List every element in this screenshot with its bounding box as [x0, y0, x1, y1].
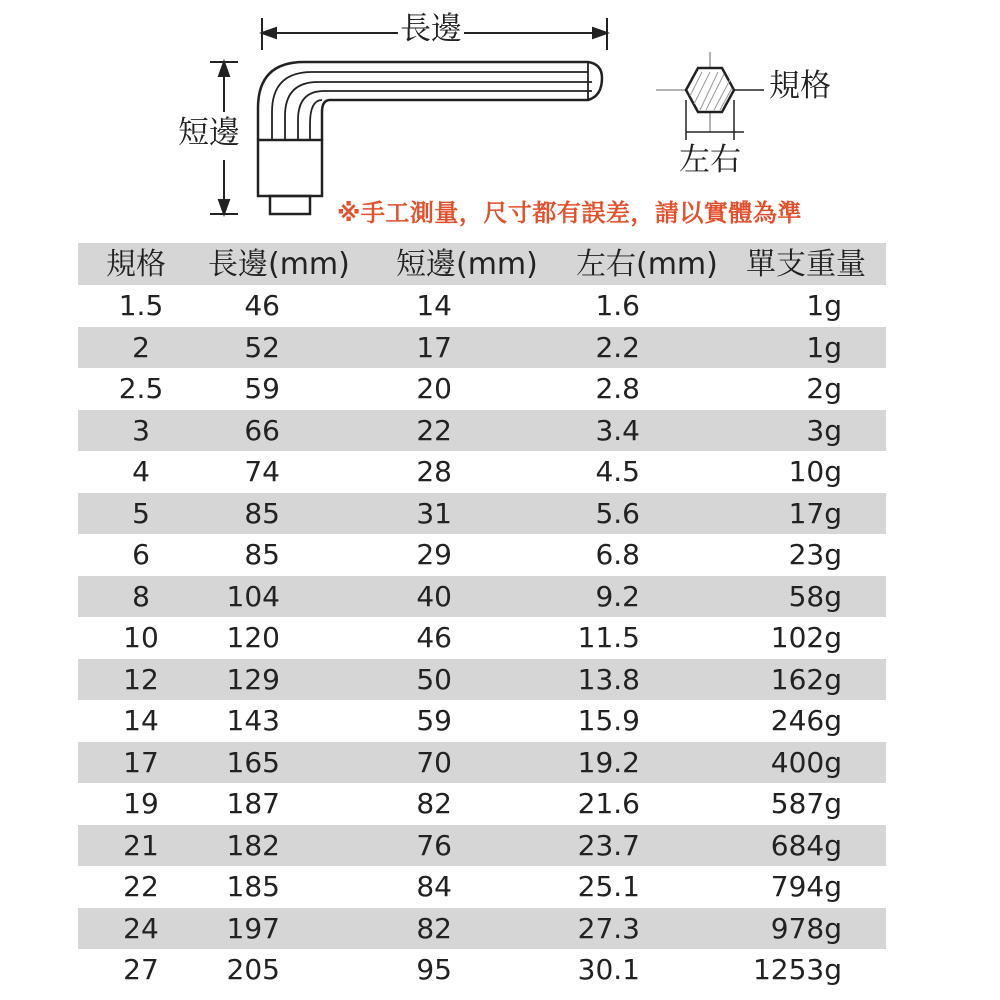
cell-spec: 17 — [123, 745, 159, 779]
measurement-note: ※手工測量，尺寸都有誤差，請以實體為準 — [337, 199, 802, 227]
cell-long-edge: 129 — [226, 662, 280, 696]
cell-weight: 1g — [806, 330, 842, 364]
table-row — [78, 410, 886, 452]
cell-left-right: 25.1 — [577, 870, 640, 903]
table-row — [78, 617, 886, 659]
cell-short-edge: 50 — [416, 662, 452, 696]
table-row — [78, 949, 886, 991]
header-weight: 單支重量 — [746, 247, 866, 282]
table-row — [78, 493, 886, 535]
header-left-right: 左右(mm) — [576, 247, 718, 282]
cell-weight: 587g — [770, 787, 842, 820]
cell-left-right: 15.9 — [577, 704, 640, 737]
header-spec: 規格 — [106, 247, 166, 282]
cell-long-edge: 182 — [226, 828, 280, 862]
cell-long-edge: 85 — [244, 538, 280, 571]
cell-weight: 3g — [806, 413, 842, 447]
cell-weight: 684g — [770, 828, 842, 862]
cell-long-edge: 52 — [244, 330, 280, 364]
cell-short-edge: 29 — [416, 538, 452, 571]
cell-weight: 23g — [788, 538, 842, 571]
cell-left-right: 2.2 — [595, 330, 640, 364]
cell-short-edge: 28 — [416, 455, 452, 488]
cell-short-edge: 20 — [416, 372, 452, 405]
cell-spec: 19 — [123, 787, 159, 820]
cell-weight: 794g — [770, 870, 842, 903]
cell-long-edge: 205 — [226, 953, 280, 986]
cell-long-edge: 74 — [244, 455, 280, 488]
cell-long-edge: 85 — [244, 496, 280, 530]
table-row — [78, 700, 886, 742]
cell-long-edge: 187 — [226, 787, 280, 820]
cell-left-right: 21.6 — [577, 787, 640, 820]
cell-left-right: 6.8 — [595, 538, 640, 571]
cell-spec: 5 — [132, 496, 150, 530]
cell-spec: 24 — [123, 911, 159, 945]
table-row — [78, 825, 886, 867]
cell-left-right: 1.6 — [595, 289, 640, 322]
cell-left-right: 27.3 — [577, 911, 640, 945]
table-row — [78, 451, 886, 493]
cell-spec: 12 — [123, 662, 159, 696]
table-row — [78, 783, 886, 825]
table-row — [78, 327, 886, 369]
cell-spec: 2.5 — [118, 372, 164, 405]
cell-spec: 14 — [123, 704, 159, 737]
long-edge-label: 長邊 — [400, 11, 462, 47]
cell-left-right: 19.2 — [577, 745, 640, 779]
table-row — [78, 866, 886, 908]
cell-spec: 3 — [132, 413, 150, 447]
cell-weight: 2g — [806, 372, 842, 405]
header-long-edge: 長邊(mm) — [208, 247, 350, 282]
hex-key-shape — [258, 62, 602, 214]
table-row — [78, 285, 886, 327]
cell-long-edge: 165 — [226, 745, 280, 779]
cell-weight: 162g — [770, 662, 842, 696]
cell-long-edge: 197 — [226, 911, 280, 945]
cell-spec: 8 — [132, 579, 150, 613]
cell-short-edge: 76 — [416, 828, 452, 862]
cell-long-edge: 104 — [226, 579, 280, 613]
cell-spec: 1.5 — [118, 289, 164, 322]
cell-spec: 22 — [123, 870, 159, 903]
cell-left-right: 3.4 — [595, 413, 640, 447]
table-row — [78, 368, 886, 410]
table-row — [78, 908, 886, 950]
cell-short-edge: 17 — [416, 330, 452, 364]
cell-left-right: 9.2 — [595, 579, 640, 613]
table-body — [78, 285, 886, 991]
cell-weight: 102g — [770, 621, 842, 654]
cell-short-edge: 40 — [416, 579, 452, 613]
cell-weight: 246g — [770, 704, 842, 737]
cell-left-right: 4.5 — [595, 455, 640, 488]
cell-short-edge: 14 — [416, 289, 452, 322]
cell-left-right: 5.6 — [595, 496, 640, 530]
cell-long-edge: 66 — [244, 413, 280, 447]
cell-weight: 1253g — [752, 953, 842, 986]
cell-spec: 2 — [132, 330, 150, 364]
cell-spec: 4 — [132, 455, 150, 488]
cell-left-right: 23.7 — [577, 828, 640, 862]
header-short-edge: 短邊(mm) — [396, 247, 538, 282]
cell-left-right: 11.5 — [577, 621, 640, 654]
table-row — [78, 659, 886, 701]
cell-spec: 21 — [123, 828, 159, 862]
cell-short-edge: 70 — [416, 745, 452, 779]
cell-weight: 10g — [788, 455, 842, 488]
cell-short-edge: 59 — [416, 704, 452, 737]
cell-short-edge: 82 — [416, 911, 452, 945]
cell-weight: 400g — [770, 745, 842, 779]
cell-spec: 6 — [132, 538, 150, 571]
cell-long-edge: 143 — [226, 704, 280, 737]
cell-long-edge: 59 — [244, 372, 280, 405]
hex-cross-section — [656, 52, 764, 140]
cell-weight: 58g — [788, 579, 842, 613]
cell-short-edge: 31 — [416, 496, 452, 530]
cell-short-edge: 46 — [416, 621, 452, 654]
dimension-diagram — [0, 0, 1000, 240]
table-header — [78, 243, 886, 285]
spec-table — [78, 243, 886, 991]
spec-label: 規格 — [769, 68, 831, 104]
cell-spec: 27 — [123, 953, 159, 986]
cell-long-edge: 185 — [226, 870, 280, 903]
cell-short-edge: 22 — [416, 413, 452, 447]
cell-weight: 1g — [806, 289, 842, 322]
cell-left-right: 2.8 — [595, 372, 640, 405]
cell-left-right: 30.1 — [577, 953, 640, 986]
table-row — [78, 576, 886, 618]
cell-short-edge: 95 — [416, 953, 452, 986]
left-right-label: 左右 — [679, 142, 741, 178]
cell-spec: 10 — [123, 621, 159, 654]
cell-long-edge: 120 — [226, 621, 280, 654]
cell-short-edge: 82 — [416, 787, 452, 820]
cell-weight: 17g — [788, 496, 842, 530]
cell-short-edge: 84 — [416, 870, 452, 903]
table-row — [78, 742, 886, 784]
cell-long-edge: 46 — [244, 289, 280, 322]
cell-weight: 978g — [770, 911, 842, 945]
cell-left-right: 13.8 — [577, 662, 640, 696]
short-edge-label: 短邊 — [178, 115, 240, 151]
table-row — [78, 534, 886, 576]
